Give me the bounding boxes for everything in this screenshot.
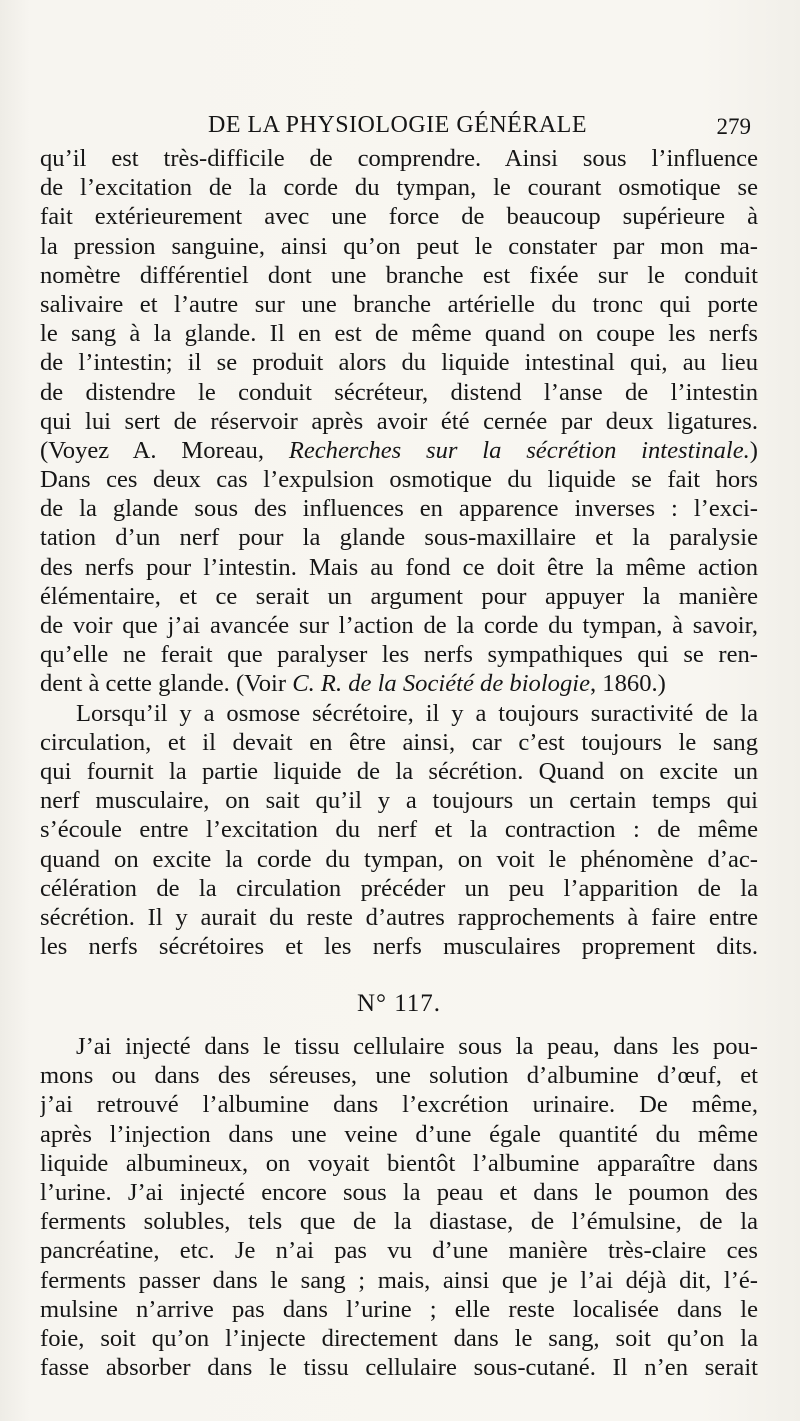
running-head: [40, 110, 755, 142]
citation-prefix: (Voyez A. Moreau,: [40, 436, 289, 464]
text-line: qui fournit la partie liquide de la sécrétion. Quand on excite un: [40, 757, 758, 785]
text-line: Dans ces deux cas l’expulsion osmotique du liquide se fait hors: [40, 466, 758, 494]
text-line: de la glande sous des influences en apparence inverses : l’exci-: [40, 495, 758, 523]
text-line: célération de la circulation précéder un peu l’apparition de la: [40, 874, 758, 902]
text-block-upper: [40, 144, 758, 961]
running-title: DE LA PHYSIOLOGIE GÉNÉRALE: [208, 112, 587, 138]
text-line: foie, soit qu’on l’injecte directement dans le sang, soit qu’on la: [40, 1324, 758, 1352]
text-line: élémentaire, et ce serait un argument pour appuyer la manière: [40, 582, 758, 610]
text-line: de l’excitation de la corde du tympan, le courant osmotique se: [40, 174, 758, 202]
text-line: ferments passer dans le sang ; mais, ainsi que je l’ai déjà dit, l’é-: [40, 1266, 758, 1294]
citation-prefix: dent à cette glande. (Voir: [40, 670, 293, 698]
text-line: qui lui sert de réservoir après avoir été cernée par deux ligatures.: [40, 407, 758, 435]
text-line: pancréatine, etc. Je n’ai pas vu d’une manière très-claire ces: [40, 1237, 758, 1265]
citation-line: [40, 669, 758, 698]
text-line: les nerfs sécrétoires et les nerfs musculaires proprement dits.: [40, 933, 758, 961]
citation-title: Recherches sur la sécrétion intestinale.: [288, 436, 750, 464]
text-line: Lorsqu’il y a osmose sécrétoire, il y a toujours suractivité de la: [76, 699, 758, 727]
text-line: ferments solubles, tels que de la diastase, de l’émulsine, de la: [40, 1208, 758, 1236]
text-line: le sang à la glande. Il en est de même quand on coupe les nerfs: [40, 320, 758, 348]
text-line: mons ou dans des séreuses, une solution d’albumine d’œuf, et: [40, 1062, 758, 1090]
text-line: tation d’un nerf pour la glande sous-maxillaire et la paralysie: [40, 524, 758, 552]
text-line: sécrétion. Il y aurait du reste d’autres rapprochements à faire entre: [40, 903, 758, 931]
text-line: circulation, et il devait en être ainsi, car c’est toujours le sang: [40, 728, 758, 756]
text-line: quand on excite la corde du tympan, on voit le phénomène d’ac-: [40, 845, 758, 873]
text-line: de distendre le conduit sécréteur, distend l’anse de l’intestin: [40, 378, 758, 406]
text-line: des nerfs pour l’intestin. Mais au fond ce doit être la même action: [40, 553, 758, 581]
text-line: fasse absorber dans le tissu cellulaire sous-cutané. Il n’en serait: [40, 1354, 758, 1382]
section-heading: N° 117.: [356, 990, 442, 1017]
text-line: J’ai injecté dans le tissu cellulaire sous la peau, dans les pou-: [76, 1033, 758, 1060]
citation-suffix: ): [749, 436, 758, 464]
text-line: de voir que j’ai avancée sur l’action de la corde du tympan, à savoir,: [40, 612, 758, 639]
text-line: nomètre différentiel dont une branche est fixée sur le conduit: [40, 261, 758, 289]
text-line: fait extérieurement avec une force de beaucoup supérieure à: [40, 203, 758, 231]
text-line: mulsine n’arrive pas dans l’urine ; elle reste localisée dans le: [40, 1295, 758, 1323]
page-number: 279: [716, 114, 751, 139]
text-line: qu’il est très-difficile de comprendre. Ainsi sous l’influence: [40, 145, 758, 172]
text-line: liquide albumineux, on voyait bientôt l’albumine apparaître dans: [40, 1149, 758, 1177]
text-line: salivaire et l’autre sur une branche artérielle du tronc qui porte: [40, 290, 758, 318]
text-line: après l’injection dans une veine d’une égale quantité du même: [40, 1120, 758, 1148]
text-block-lower: [40, 1032, 758, 1382]
text-line: nerf musculaire, on sait qu’il y a toujours un certain temps qui: [40, 787, 758, 815]
text-line: qu’elle ne ferait que paralyser les nerfs sympathiques qui se ren-: [40, 641, 758, 669]
text-line: s’écoule entre l’excitation du nerf et la contraction : de même: [40, 816, 758, 844]
citation-line: [40, 436, 758, 465]
text-line: l’urine. J’ai injecté encore sous la peau et dans le poumon des: [40, 1178, 758, 1206]
citation-title: C. R. de la Société de biologie: [292, 670, 590, 698]
citation-suffix: , 1860.): [590, 670, 666, 698]
text-line: la pression sanguine, ainsi qu’on peut le constater par mon ma-: [40, 232, 758, 260]
text-line: de l’intestin; il se produit alors du liquide intestinal qui, au lieu: [40, 349, 758, 377]
text-line: j’ai retrouvé l’albumine dans l’excrétion urinaire. De même,: [40, 1091, 758, 1119]
